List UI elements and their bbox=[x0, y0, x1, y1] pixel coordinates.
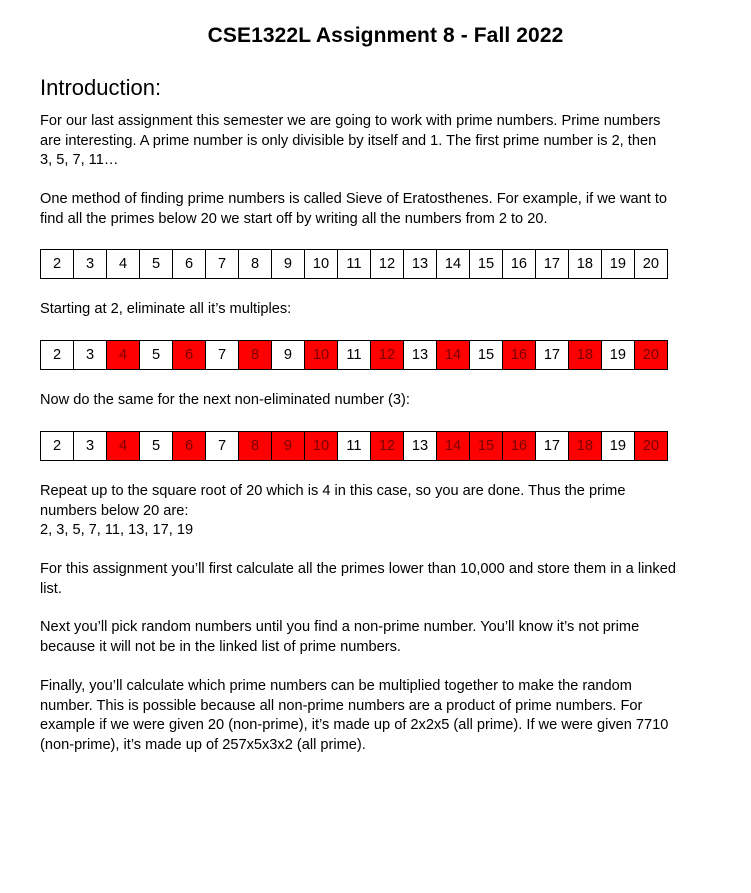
sieve-cell: 8 bbox=[238, 341, 271, 370]
paragraph-result bbox=[40, 482, 700, 541]
sieve-cell: 8 bbox=[238, 432, 271, 461]
paragraph-assignment-step-3 bbox=[40, 677, 700, 755]
text-line: One method of finding prime numbers is called Sieve of Eratosthenes. For example, if we want to bbox=[40, 191, 668, 207]
text-line: Now do the same for the next non-eliminated number (3): bbox=[40, 392, 410, 408]
text-line: Starting at 2, eliminate all it’s multiples: bbox=[40, 301, 292, 317]
section-heading-introduction: Introduction: bbox=[40, 75, 162, 100]
sieve-cell: 13 bbox=[404, 341, 437, 370]
sieve-cell: 16 bbox=[502, 341, 535, 370]
sieve-cell: 12 bbox=[370, 250, 403, 279]
sieve-table-step-2 bbox=[40, 340, 668, 370]
sieve-cell: 17 bbox=[535, 341, 568, 370]
paragraph-assignment-step-1 bbox=[40, 560, 700, 599]
sieve-cell: 4 bbox=[106, 250, 139, 279]
sieve-cell: 10 bbox=[304, 341, 337, 370]
sieve-cell: 9 bbox=[272, 432, 305, 461]
text-line: are interesting. A prime number is only divisible by itself and 1. The first prime number is 2, then bbox=[40, 132, 657, 149]
sieve-cell: 5 bbox=[140, 432, 173, 461]
sieve-cell: 19 bbox=[601, 341, 634, 370]
sieve-table-step-3 bbox=[40, 431, 668, 461]
sieve-cell: 3 bbox=[74, 432, 107, 461]
sieve-cell: 16 bbox=[502, 432, 535, 461]
document-title: CSE1322L Assignment 8 - Fall 2022 bbox=[207, 24, 564, 47]
sieve-cell: 11 bbox=[338, 341, 371, 370]
sieve-cell: 9 bbox=[272, 250, 305, 279]
text-line: For this assignment you’ll first calculate all the primes lower than 10,000 and store them in a linked bbox=[40, 561, 676, 577]
sieve-cell: 3 bbox=[74, 250, 107, 279]
sieve-cell: 12 bbox=[370, 341, 403, 370]
sieve-cell: 7 bbox=[206, 341, 239, 370]
text-line: Finally, you’ll calculate which prime numbers can be multiplied together to make the random bbox=[40, 678, 632, 694]
sieve-cell: 15 bbox=[470, 432, 503, 461]
sieve-cell: 18 bbox=[568, 432, 601, 461]
sieve-cell: 18 bbox=[568, 250, 601, 279]
sieve-cell: 2 bbox=[41, 341, 74, 370]
sieve-cell: 7 bbox=[206, 250, 239, 279]
text-line: find all the primes below 20 we start off by writing all the numbers from 2 to 20. bbox=[40, 210, 548, 227]
sieve-cell: 13 bbox=[404, 432, 437, 461]
sieve-cell: 17 bbox=[535, 432, 568, 461]
sieve-cell: 5 bbox=[140, 341, 173, 370]
sieve-cell: 14 bbox=[436, 432, 469, 461]
sieve-cell: 12 bbox=[370, 432, 403, 461]
text-line: because it will not be in the linked list of prime numbers. bbox=[40, 638, 401, 655]
sieve-cell: 11 bbox=[338, 432, 371, 461]
text-line: numbers below 20 are: bbox=[40, 502, 189, 519]
sieve-cell: 13 bbox=[404, 250, 437, 279]
sieve-cell: 20 bbox=[634, 432, 667, 461]
sieve-cell: 10 bbox=[304, 250, 337, 279]
paragraph-sieve-method bbox=[40, 190, 700, 229]
sieve-cell: 19 bbox=[601, 432, 634, 461]
text-line: list. bbox=[40, 580, 62, 597]
text-line: For our last assignment this semester we are going to work with prime numbers. Prime numbers bbox=[40, 113, 661, 129]
sieve-cell: 20 bbox=[634, 341, 667, 370]
sieve-cell: 20 bbox=[634, 250, 667, 279]
text-line: number. This is possible because all non-prime numbers are a product of prime numbers. For bbox=[40, 697, 643, 714]
text-line: Repeat up to the square root of 20 which is 4 in this case, so you are done. Thus the prime bbox=[40, 483, 626, 499]
text-line: (non-prime), it’s made up of 257x5x3x2 (all prime). bbox=[40, 736, 366, 753]
sieve-cell: 5 bbox=[140, 250, 173, 279]
sieve-cell: 2 bbox=[41, 432, 74, 461]
text-line: example if we were given 20 (non-prime), it’s made up of 2x2x5 (all prime). If we were given 7710 bbox=[40, 717, 669, 734]
sieve-cell: 6 bbox=[172, 432, 205, 461]
sieve-cell: 15 bbox=[470, 341, 503, 370]
sieve-cell: 7 bbox=[206, 432, 239, 461]
paragraph-step-3 bbox=[40, 391, 700, 411]
text-line: 3, 5, 7, 11… bbox=[40, 152, 119, 169]
sieve-cell: 6 bbox=[172, 250, 205, 279]
sieve-cell: 14 bbox=[436, 341, 469, 370]
sieve-cell: 10 bbox=[304, 432, 337, 461]
paragraph-intro bbox=[40, 112, 700, 171]
sieve-table-initial bbox=[40, 249, 668, 279]
sieve-cell: 2 bbox=[41, 250, 74, 279]
paragraph-step-2 bbox=[40, 300, 700, 320]
sieve-cell: 17 bbox=[535, 250, 568, 279]
text-line: Next you’ll pick random numbers until you find a non-prime number. You’ll know it’s not prime bbox=[40, 619, 640, 635]
sieve-cell: 8 bbox=[238, 250, 271, 279]
sieve-cell: 14 bbox=[436, 250, 469, 279]
sieve-cell: 4 bbox=[106, 341, 139, 370]
sieve-cell: 11 bbox=[338, 250, 371, 279]
sieve-cell: 18 bbox=[568, 341, 601, 370]
sieve-cell: 9 bbox=[272, 341, 305, 370]
sieve-cell: 3 bbox=[74, 341, 107, 370]
sieve-cell: 4 bbox=[106, 432, 139, 461]
paragraph-assignment-step-2 bbox=[40, 618, 700, 657]
sieve-cell: 6 bbox=[172, 341, 205, 370]
prime-list: 2, 3, 5, 7, 11, 13, 17, 19 bbox=[40, 522, 194, 539]
sieve-cell: 15 bbox=[470, 250, 503, 279]
sieve-cell: 16 bbox=[502, 250, 535, 279]
sieve-cell: 19 bbox=[601, 250, 634, 279]
